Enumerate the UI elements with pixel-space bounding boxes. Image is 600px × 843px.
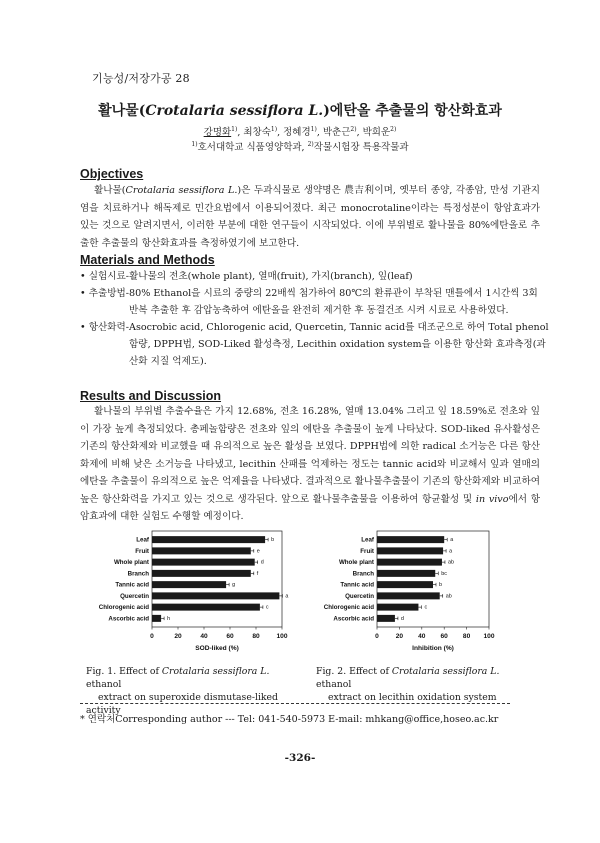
category-label: Tannic acid	[340, 581, 374, 589]
plot-frame	[152, 531, 282, 627]
category-label: Fruit	[360, 547, 374, 555]
significance-label: d	[260, 559, 264, 566]
fig2-caption-suffix: ethanol	[316, 679, 352, 690]
results-text: 활나물의 부위별 추출수율은 가지 12.68%, 전초 16.28%, 열매 13.04% 그리고 잎 18.59%로 전초와 잎이 가장 높게 측정되었다. 총페놀함량은 전초와 잎의 에탄올 추출물이 높게 나타났다. SOD-liked 유사활성은 기존의 항산화제와 비교했을 때 유의적으로 높은 활성을 보였다. DPPH법에 의한 radical 소거능은 다른 항산화제에 비해 낮은 소거능을 나타냈고, lecithin 산패를 억제하는 정도는 tannic acid와 비교해서 잎과 열매의 에탄올 추출물이 유의적으로 높은 억제율을 나타냈다. 결과적으로 활나물추출물이 기존의 항산화제와 비교하여 높은 항산화력을 가지고 있는 것으로 생각된다. 앞으로 활나물추출물을 이용하여 항균활성 및	[80, 406, 540, 505]
fig2-caption-line2: extract on lecithin oxidation system	[328, 692, 497, 703]
x-tick-label: 60	[226, 633, 234, 640]
affil-2-sup: 2)	[307, 140, 314, 148]
methods-heading: Materials and Methods	[80, 253, 215, 267]
plot-frame	[377, 531, 489, 627]
fig1-svg	[86, 528, 302, 660]
category-label: Leaf	[136, 536, 149, 544]
category-label: Ascorbic acid	[108, 615, 149, 623]
affil-1-sup: 1)	[191, 140, 198, 148]
category-label: Quercetin	[120, 592, 149, 600]
fig2-svg	[313, 528, 509, 660]
title-prefix: 활나물(	[98, 103, 146, 119]
author-list	[0, 124, 600, 138]
significance-label: ab	[447, 559, 454, 566]
objectives-heading: Objectives	[80, 167, 144, 181]
fig1-caption-species: Crotalaria sessiflora L.	[161, 666, 270, 677]
results-heading: Results and Discussion	[80, 389, 222, 403]
significance-label: a	[450, 537, 454, 544]
author-4: , 박춘근	[316, 127, 351, 138]
methods-item-text: Asocrobic acid, Chlorogenic acid, Quercetin, Tannic acid를 대조군으로 하여 Total phenol 함량, DPPH법, SOD-Liked 활성측정, Lecithin oxidation system을 이용한 항산화 효과측정(과산화 지질 억제도).	[129, 322, 549, 367]
category-label: Whole plant	[338, 559, 374, 567]
author-2: , 최창숙	[237, 127, 271, 138]
objectives-paragraph	[80, 182, 540, 252]
author-2-sup: 1)	[270, 125, 278, 133]
x-tick-label: 20	[174, 633, 182, 640]
category-label: Ascorbic acid	[333, 615, 374, 623]
methods-list	[80, 268, 550, 370]
footnote-divider	[80, 703, 510, 704]
significance-label: ab	[445, 593, 452, 600]
x-axis-label: Inhibition (%)	[412, 645, 454, 652]
page-number: -326-	[284, 752, 316, 764]
bar	[152, 615, 161, 622]
bar	[152, 604, 260, 611]
affil-2: 작물시험장 특용작물과	[313, 142, 409, 153]
methods-item-label: • 추출방법-	[80, 288, 130, 299]
x-tick-label: 100	[483, 633, 495, 640]
category-label: Branch	[352, 570, 374, 578]
fig2-chart	[313, 528, 509, 660]
bar	[377, 592, 440, 599]
bar	[152, 592, 279, 599]
bar	[152, 570, 251, 577]
significance-label: d	[400, 615, 404, 622]
fig1-caption	[86, 665, 306, 717]
significance-label: h	[167, 615, 171, 622]
affil-1: 호서대학교 식품영양학과,	[197, 142, 308, 153]
methods-item	[80, 285, 550, 319]
x-tick-label: 100	[276, 633, 288, 640]
paper-title	[0, 100, 600, 120]
methods-item-label: • 실험시료-	[80, 271, 130, 282]
significance-label: f	[256, 570, 259, 577]
fig2-caption-prefix: Fig. 2. Effect of	[316, 666, 392, 677]
affiliations	[0, 139, 600, 153]
fig1-caption-suffix: ethanol	[86, 679, 122, 690]
fig1-chart	[86, 528, 302, 660]
category-label: Chlorogenic acid	[323, 604, 374, 612]
bar	[377, 547, 443, 554]
running-head: 기능성/저장가공 28	[92, 72, 190, 85]
fig1-caption-line2: extract on superoxide dismutase-liked activity	[86, 692, 279, 716]
methods-item-text: 활나물의 전초(whole plant), 열매(fruit), 가지(branch), 잎(leaf)	[129, 271, 413, 282]
bar	[377, 581, 433, 588]
results-paragraph	[80, 403, 540, 526]
author-5-sup: 2)	[390, 125, 397, 133]
significance-label: e	[256, 548, 260, 555]
bar	[377, 615, 395, 622]
category-label: Quercetin	[345, 592, 374, 600]
author-5: , 박희운	[356, 127, 391, 138]
title-suffix: )에탄올 추출물의 항산화효과	[323, 103, 502, 119]
significance-label: g	[232, 582, 236, 589]
bar	[377, 559, 442, 566]
author-1-sup: 1)	[231, 125, 238, 133]
bar	[377, 570, 435, 577]
title-species: Crotalaria sessiflora L.	[145, 103, 324, 119]
obj-text-start: 활나물(	[94, 185, 126, 196]
significance-label: bc	[441, 570, 447, 577]
bar	[377, 536, 444, 543]
fig2-caption-species: Crotalaria sessiflora L.	[391, 666, 500, 677]
author-1: 강명화	[203, 127, 232, 138]
methods-item-text: 80% Ethanol을 시료의 중량의 22배씩 첨가하여 80℃의 환류관이 부착된 맨틀에서 1시간씩 3회 반복 추출한 후 감압농축하여 에탄올을 완전히 제거한 후 동결건조 시켜 시료로 사용하였다.	[129, 288, 538, 316]
x-tick-label: 40	[418, 633, 426, 640]
category-label: Branch	[127, 570, 149, 578]
x-tick-label: 80	[252, 633, 260, 640]
bar	[152, 559, 255, 566]
significance-label: b	[271, 537, 275, 544]
bar	[152, 536, 265, 543]
x-tick-label: 80	[462, 633, 471, 640]
x-tick-label: 20	[395, 633, 404, 640]
category-label: Fruit	[135, 547, 149, 555]
corresponding-author: * 연락처Corresponding author --- Tel: 041-540-5973 E-mail: mhkang@office,hoseo.ac.kr	[80, 714, 499, 725]
results-italic: in vivo	[475, 493, 509, 505]
category-label: Chlorogenic acid	[98, 604, 149, 612]
significance-label: b	[439, 582, 442, 589]
bar	[152, 581, 226, 588]
author-4-sup: 2)	[350, 125, 357, 133]
author-3: , 정혜경	[277, 127, 311, 138]
significance-label: a	[449, 548, 453, 555]
significance-label: c	[424, 604, 428, 611]
methods-item	[80, 268, 550, 285]
results-text-end: 에서 항암효과에 대한 실험도 수행할 예정이다.	[80, 493, 541, 522]
x-tick-label: 0	[150, 633, 154, 640]
fig1-caption-prefix: Fig. 1. Effect of	[86, 666, 162, 677]
x-axis-label: SOD-liked (%)	[195, 645, 239, 652]
methods-item-label: • 항산화력-	[80, 322, 130, 333]
x-tick-label: 40	[200, 633, 208, 640]
bar	[377, 604, 418, 611]
bar	[152, 547, 251, 554]
category-label: Leaf	[361, 536, 374, 544]
x-tick-label: 0	[375, 633, 379, 640]
methods-item	[80, 319, 550, 370]
significance-label: c	[265, 604, 269, 611]
category-label: Tannic acid	[115, 581, 149, 589]
significance-label: a	[285, 593, 289, 600]
obj-species: Crotalaria sessiflora L.	[125, 185, 238, 196]
fig2-caption	[316, 665, 536, 704]
author-3-sup: 1)	[310, 125, 317, 133]
obj-text-rest: )은 두과식물로 생약명은 農吉利이며, 옛부터 종양, 각종암, 만성 기관지염을 치료하거나 해독제로 민간요법에서 이용되어졌다. 최근 monocrotaline이라는 특정성분이 항암효과가 있는 것으로 알려지면서, 이러한 부분에 대한 연구들이 시작되었다. 이에 부위별로 활나물을 80%에탄올로 추출한 추출물의 항산화효과를 측정하였기에 보고한다.	[80, 185, 540, 249]
category-label: Whole plant	[113, 559, 149, 567]
x-tick-label: 60	[440, 633, 448, 640]
